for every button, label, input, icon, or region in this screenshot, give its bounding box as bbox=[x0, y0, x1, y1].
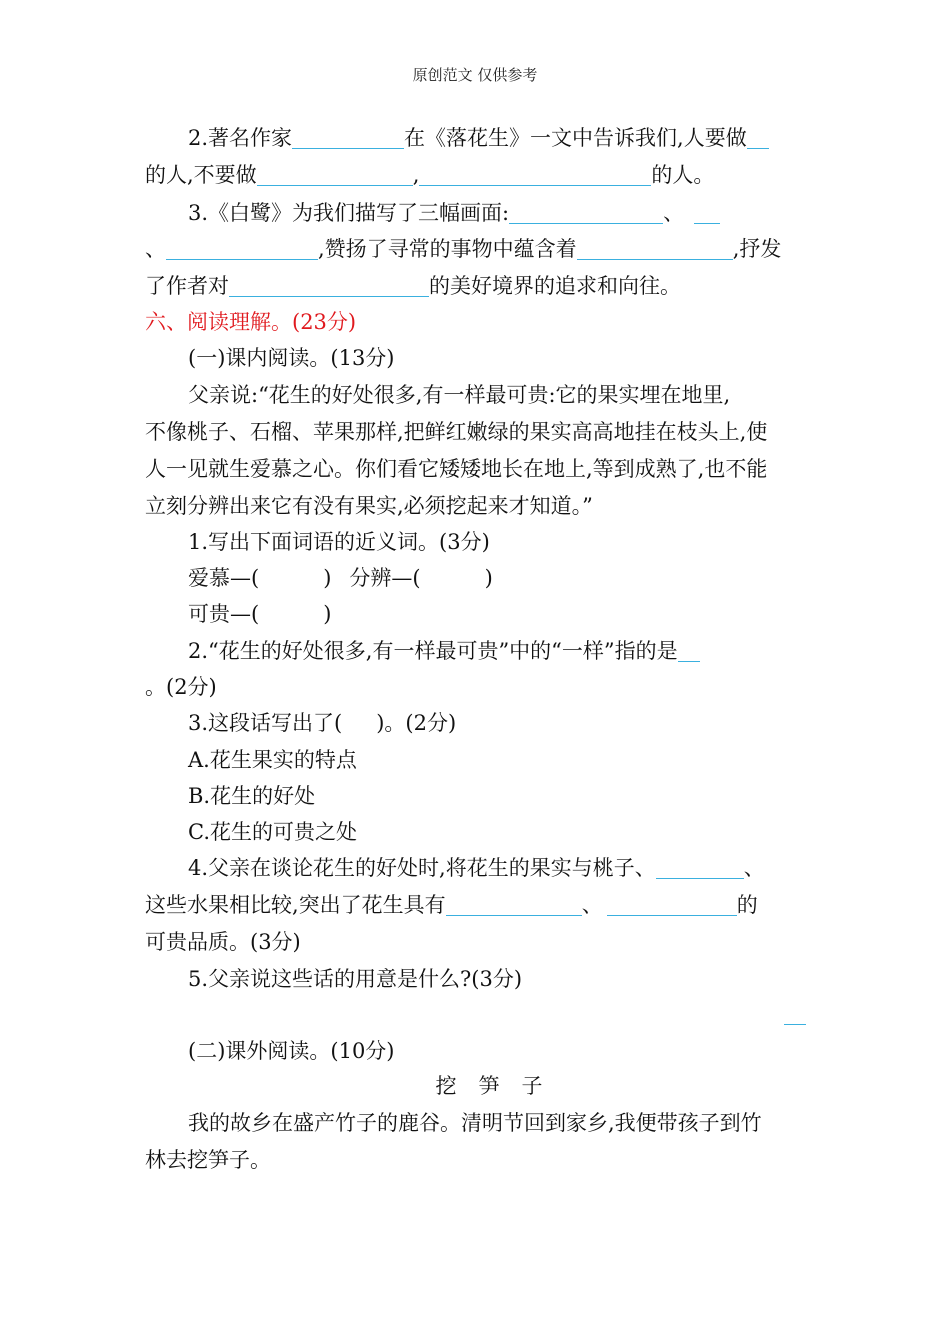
option-b[interactable]: B.花生的好处 bbox=[188, 784, 316, 808]
answer-blank[interactable] bbox=[678, 639, 700, 662]
answer-blank[interactable] bbox=[747, 126, 769, 149]
question-1: 1.写出下面词语的近义词。(3分) bbox=[188, 530, 490, 554]
answer-blank[interactable] bbox=[607, 893, 737, 916]
q2-line-2 bbox=[145, 160, 810, 190]
question-2-tail: 。(2分) bbox=[145, 675, 217, 699]
question-4-sep: 、 bbox=[743, 856, 765, 880]
passage-line: 人一见就生爱慕之心。你们看它矮矮地长在地上,等到成熟了,也不能 bbox=[145, 457, 768, 481]
answer-blank[interactable] bbox=[419, 163, 651, 186]
article-title: 挖笋子 bbox=[435, 1074, 565, 1098]
synonym-term: 可贵—( bbox=[188, 602, 260, 626]
question-4 bbox=[188, 853, 853, 883]
question-5: 5.父亲说这些话的用意是什么?(3分) bbox=[188, 967, 523, 991]
synonym-term: 分辨—( bbox=[349, 566, 421, 590]
question-4-text-e: 的 bbox=[736, 893, 758, 917]
passage-line: 我的故乡在盛产竹子的鹿谷。清明节回到家乡,我便带孩子到竹 bbox=[188, 1111, 762, 1135]
synonym-paren: ) bbox=[323, 566, 332, 590]
question-4-line-2 bbox=[145, 890, 810, 920]
q2-line-1 bbox=[188, 123, 853, 153]
answer-blank[interactable] bbox=[784, 1008, 806, 1025]
synonym-row-2 bbox=[188, 599, 853, 629]
page-header: 原创范文 仅供参考 bbox=[412, 66, 538, 84]
answer-blank[interactable] bbox=[257, 163, 413, 186]
question-3-tail: )。(2分) bbox=[376, 711, 457, 735]
passage-line: 不像桃子、石榴、苹果那样,把鲜红嫩绿的果实高高地挂在枝头上,使 bbox=[145, 420, 768, 444]
synonym-row-1 bbox=[188, 563, 853, 593]
q3-line-3 bbox=[145, 271, 810, 301]
q3-text-d: ,赞扬了寻常的事物中蕴含着 bbox=[318, 237, 577, 261]
answer-blank[interactable] bbox=[694, 201, 720, 224]
q3-line-2 bbox=[145, 234, 810, 264]
answer-blank[interactable] bbox=[229, 274, 429, 297]
synonym-term: 爱慕—( bbox=[188, 566, 260, 590]
part1-heading: (一)课内阅读。(13分) bbox=[188, 346, 395, 370]
section-heading: 六、阅读理解。(23分) bbox=[145, 310, 357, 334]
q2-text-a: 2.著名作家 bbox=[188, 126, 293, 150]
question-4-line-3: 可贵品质。(3分) bbox=[145, 930, 301, 954]
q3-text-f: 了作者对 bbox=[145, 274, 229, 298]
q2-text-b: 在《落花生》一文中告诉我们,人要做 bbox=[404, 126, 747, 150]
q3-text-b: 、 bbox=[663, 201, 685, 225]
passage-line: 林去挖笋子。 bbox=[145, 1148, 271, 1172]
question-4-sep: 、 bbox=[581, 893, 603, 917]
q3-line-1 bbox=[188, 198, 853, 228]
answer-blank[interactable] bbox=[166, 237, 318, 260]
option-a[interactable]: A.花生果实的特点 bbox=[188, 748, 357, 772]
q3-text-e: ,抒发 bbox=[732, 237, 782, 261]
q2-text-c: 的人,不要做 bbox=[145, 163, 257, 187]
question-2 bbox=[188, 636, 853, 666]
part2-heading: (二)课外阅读。(10分) bbox=[188, 1039, 395, 1063]
question-3 bbox=[188, 708, 853, 738]
question-4-text-c: 这些水果相比较,突出了花生具有 bbox=[145, 893, 446, 917]
q2-text-e: 的人。 bbox=[651, 163, 715, 187]
q3-text-c: 、 bbox=[145, 237, 166, 261]
answer-blank[interactable] bbox=[509, 201, 663, 224]
answer-blank[interactable] bbox=[446, 893, 582, 916]
question-3-text: 3.这段话写出了( bbox=[188, 711, 343, 735]
answer-blank[interactable] bbox=[577, 237, 733, 260]
q3-text-g: 的美好境界的追求和向往。 bbox=[429, 274, 681, 298]
answer-blank[interactable] bbox=[292, 126, 404, 149]
synonym-paren: ) bbox=[484, 566, 493, 590]
synonym-paren: ) bbox=[323, 602, 332, 626]
question-4-text: 4.父亲在谈论花生的好处时,将花生的果实与桃子、 bbox=[188, 856, 656, 880]
option-c[interactable]: C.花生的可贵之处 bbox=[188, 820, 357, 844]
q2-text-d: , bbox=[412, 163, 420, 187]
passage-line: 父亲说:“花生的好处很多,有一样最可贵:它的果实埋在地里, bbox=[188, 383, 731, 407]
q3-text-a: 3.《白鹭》为我们描写了三幅画面: bbox=[188, 201, 510, 225]
passage-line: 立刻分辨出来它有没有果实,必须挖起来才知道。” bbox=[145, 494, 593, 518]
question-2-text: 2.“花生的好处很多,有一样最可贵”中的“一样”指的是 bbox=[188, 639, 678, 663]
answer-blank[interactable] bbox=[656, 856, 744, 879]
